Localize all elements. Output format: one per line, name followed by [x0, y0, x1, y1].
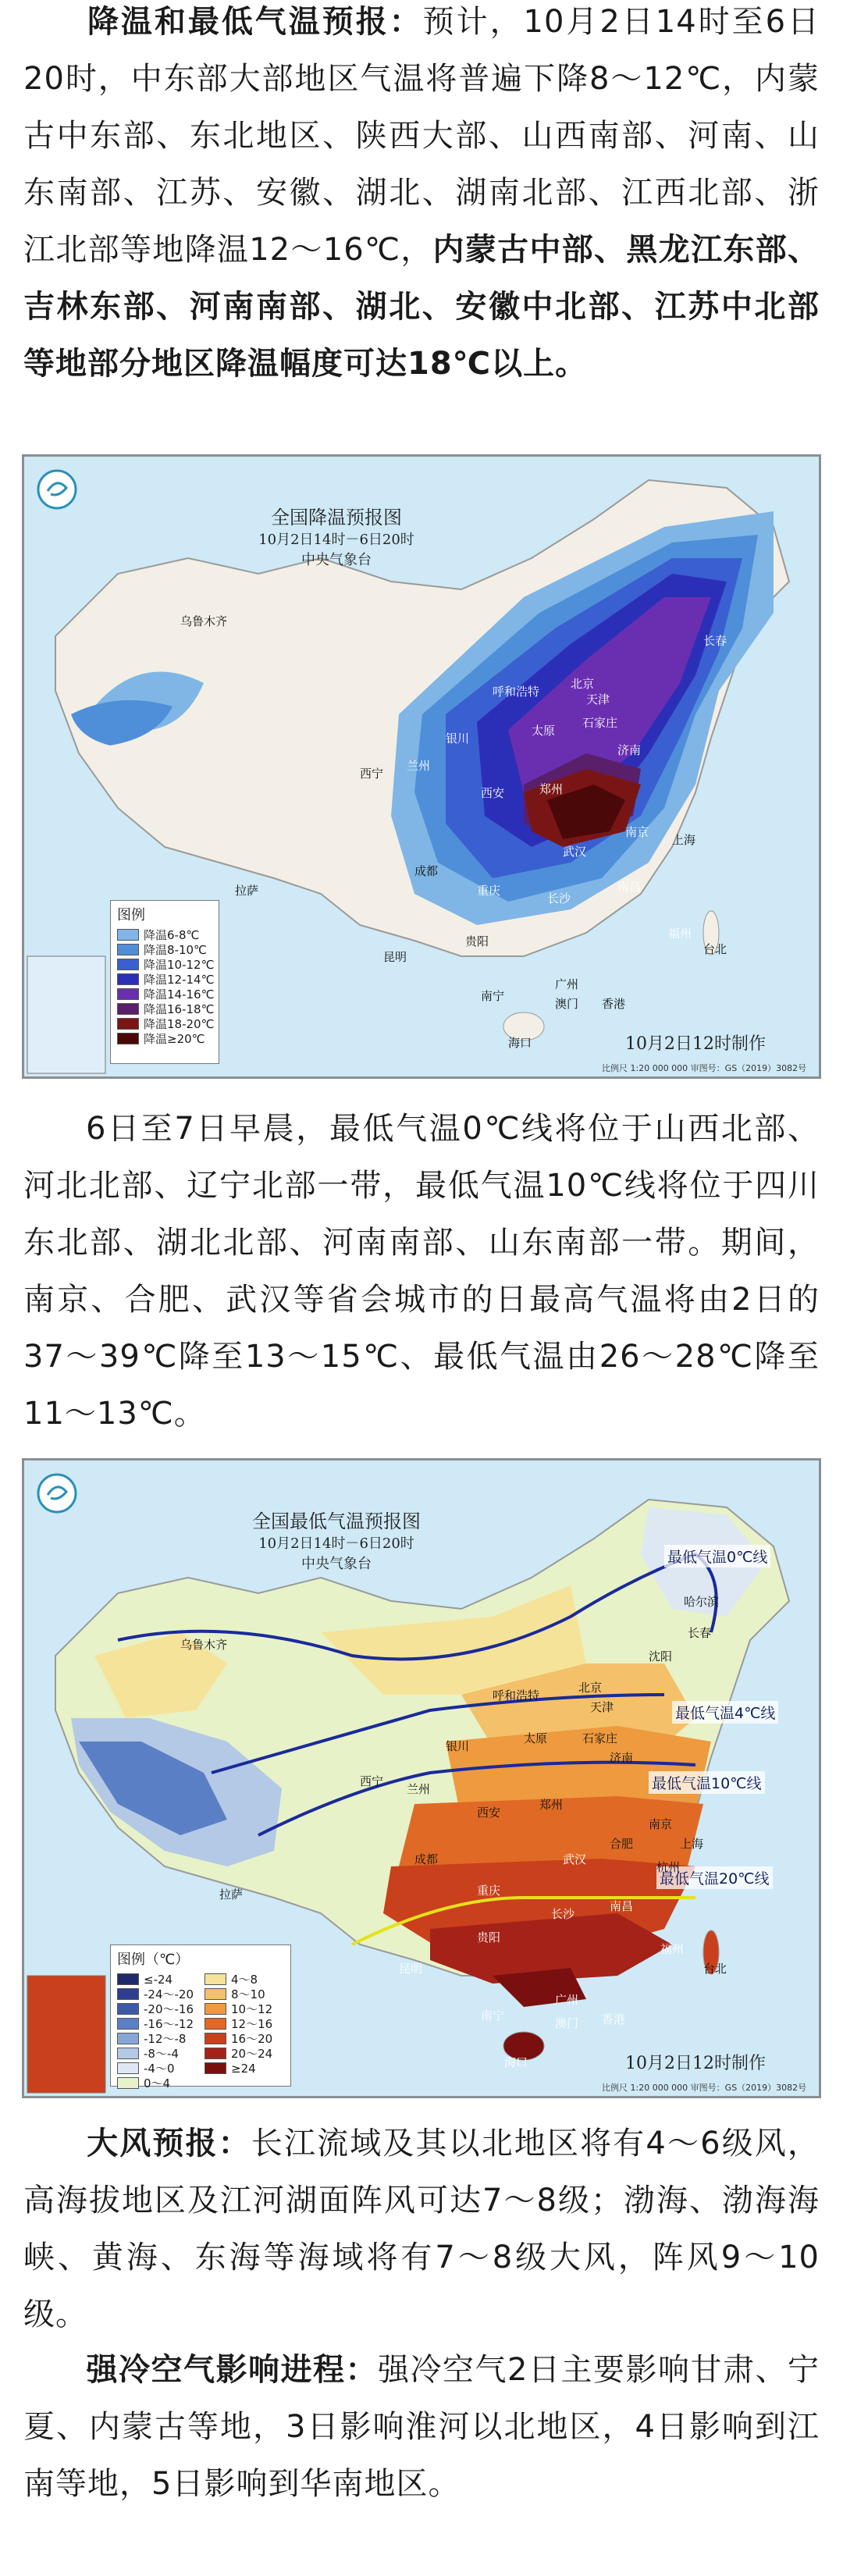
city-label: 澳门 — [555, 2016, 579, 2030]
legend-swatch — [205, 1973, 226, 1985]
city-label: 长春 — [703, 634, 727, 648]
city-label: 石家庄 — [582, 716, 618, 730]
legend-label: ≤-24 — [144, 1972, 173, 1987]
isoline-4c-label: 最低气温4℃线 — [672, 1701, 778, 1724]
city-label: 济南 — [617, 743, 642, 757]
city-label: 银川 — [446, 1739, 470, 1753]
south-sea-inset — [27, 956, 105, 1073]
legend-swatch — [117, 2033, 139, 2044]
legend-item — [111, 2031, 198, 2046]
south-sea-inset — [27, 1976, 105, 2093]
legend-item — [198, 2046, 286, 2061]
city-label: 呼和浩特 — [493, 1688, 540, 1703]
city-label: 南京 — [625, 825, 649, 839]
city-label: 杭州 — [656, 1860, 681, 1874]
city-label: 南宁 — [481, 989, 505, 1003]
legend-item — [111, 2046, 198, 2061]
heading-cooling: 降温和最低气温预报： — [86, 4, 423, 40]
legend-label: -24～-20 — [144, 1987, 194, 2001]
city-label: 沈阳 — [649, 1649, 673, 1663]
isoline-20c-label: 最低气温20℃线 — [656, 1866, 773, 1889]
city-label: 太原 — [532, 724, 556, 738]
city-label: 重庆 — [477, 884, 501, 898]
legend-item — [111, 1016, 219, 1031]
city-label: 兰州 — [407, 1782, 431, 1796]
legend-swatch — [205, 2003, 226, 2015]
map1-agency: 中央气象台 — [301, 552, 372, 568]
city-label: 福州 — [668, 927, 692, 941]
legend-item — [111, 972, 219, 987]
city-label: 呼和浩特 — [493, 685, 540, 699]
legend-swatch — [117, 1003, 139, 1015]
legend-label: 降温12-14℃ — [144, 973, 215, 987]
legend-item — [111, 927, 219, 942]
legend-title: 图例 — [117, 907, 145, 923]
map2-legend — [110, 1944, 291, 2090]
paragraph-min-temp — [23, 1101, 820, 1443]
legend-label: 20～24 — [231, 2047, 273, 2061]
city-label: 天津 — [590, 1700, 614, 1714]
legend-swatch — [117, 1988, 139, 2000]
legend-swatch — [117, 959, 139, 970]
legend-swatch — [117, 988, 139, 1000]
legend-label: 8～10 — [231, 1987, 265, 2001]
city-label: 昆明 — [399, 1962, 423, 1976]
city-label: 西宁 — [360, 1774, 384, 1788]
legend-label: 降温≥20℃ — [144, 1032, 205, 1046]
legend-swatch — [117, 2018, 139, 2030]
legend-label: 降温16-18℃ — [144, 1002, 215, 1016]
city-label: 长沙 — [547, 891, 571, 906]
text-wind: 长江流域及其以北地区将有4～6级风，高海拔地区及江河湖面阵风可达7～8级；渤海、渤海海峡、黄海、东海等海域将有7～8级大风，阵风9～10级。 — [23, 2126, 820, 2332]
city-label: 济南 — [610, 1751, 634, 1765]
city-label: 北京 — [578, 1681, 603, 1695]
text-cooling: 预计，10月2日14时至6日20时，中东部大部地区气温将普遍下降8～12℃，内蒙古中东部、东北地区、陕西大部、山西南部、河南、山东南部、江苏、安徽、湖北、湖南北部、江西北部、浙江北部等地降温12～16℃， — [23, 4, 820, 268]
city-label: 成都 — [414, 1852, 439, 1866]
paragraph-wind — [23, 2115, 820, 2343]
legend-item — [111, 1972, 198, 1987]
heading-wind: 大风预报： — [86, 2126, 251, 2161]
legend-label: -16～-12 — [144, 2017, 194, 2031]
city-label: 福州 — [660, 1942, 685, 1956]
legend-swatch — [205, 1988, 226, 2000]
legend-item — [111, 942, 219, 957]
legend-item — [111, 987, 219, 1002]
city-label: 郑州 — [539, 782, 564, 796]
legend-label: -20～-16 — [144, 2002, 194, 2016]
legend-title: 图例（℃） — [117, 1952, 190, 1968]
min-temp-map — [22, 1458, 821, 2098]
city-label: 拉萨 — [219, 1888, 244, 1902]
city-label: 兰州 — [407, 759, 431, 773]
paragraph-cooling-forecast — [23, 0, 820, 393]
city-label: 贵阳 — [465, 934, 489, 948]
legend-label: 降温6-8℃ — [144, 928, 200, 942]
legend-swatch — [117, 1973, 139, 1985]
map2-subtitle: 10月2日14时－6日20时 — [258, 1535, 414, 1552]
city-label: 贵阳 — [477, 1930, 501, 1944]
text-cooling-bold: 内蒙古中部、黑龙江东部、吉林东部、河南南部、湖北、安徽中北部、江苏中北部等地部分地区降温幅度可达18℃以上。 — [23, 232, 820, 382]
map1-scale: 比例尺 1:20 000 000 审图号：GS（2019）3082号 — [602, 1063, 807, 1073]
city-label: 长沙 — [551, 1907, 575, 1921]
city-label: 郑州 — [539, 1798, 564, 1812]
map2-made-time: 10月2日12时制作 — [625, 2054, 766, 2073]
map1-legend — [110, 900, 219, 1064]
legend-item — [198, 2061, 286, 2076]
city-label: 台北 — [703, 942, 727, 956]
heading-cold-air: 强冷空气影响进程： — [86, 2352, 379, 2388]
city-label: 武汉 — [563, 845, 587, 859]
legend-item — [111, 1002, 219, 1016]
legend-swatch — [117, 2003, 139, 2015]
paragraph-cold-air — [23, 2342, 820, 2513]
legend-item — [198, 1987, 286, 2001]
city-label: 南京 — [649, 1817, 673, 1831]
city-label: 银川 — [446, 731, 470, 745]
legend-label: ≥24 — [231, 2061, 256, 2076]
city-label: 南宁 — [481, 2008, 505, 2023]
legend-label: -4～0 — [144, 2062, 175, 2076]
city-label: 广州 — [555, 1993, 579, 2007]
legend-swatch — [117, 2062, 139, 2074]
legend-label: -8～-4 — [144, 2047, 179, 2061]
legend-item — [111, 2076, 198, 2090]
legend-label: -12～-8 — [144, 2032, 187, 2046]
map1-made-time: 10月2日12时制作 — [625, 1034, 766, 1054]
legend-item — [111, 1987, 198, 2001]
legend-label: 4～8 — [231, 1973, 258, 1987]
text-cold-air: 强冷空气2日主要影响甘肃、宁夏、内蒙古等地，3日影响淮河以北地区，4日影响到江南等地，5日影响到华南地区。 — [23, 2352, 820, 2502]
city-label: 澳门 — [555, 997, 579, 1011]
legend-label: 16～20 — [231, 2032, 273, 2046]
map2-scale: 比例尺 1:20 000 000 审图号：GS（2019）3082号 — [602, 2083, 807, 2093]
city-label: 上海 — [680, 1837, 704, 1851]
legend-item — [111, 2001, 198, 2016]
legend-label: 降温14-16℃ — [144, 987, 215, 1002]
city-label: 哈尔滨 — [684, 1595, 720, 1609]
city-label: 成都 — [414, 864, 439, 878]
city-label: 香港 — [602, 997, 626, 1011]
legend-label: 10～12 — [231, 2002, 273, 2016]
city-label: 合肥 — [610, 1837, 634, 1851]
city-label: 西安 — [481, 786, 505, 800]
legend-item — [198, 2016, 286, 2031]
legend-item — [111, 2061, 198, 2076]
legend-swatch — [117, 944, 139, 955]
city-label: 乌鲁木齐 — [180, 614, 228, 628]
legend-label: 降温18-20℃ — [144, 1017, 215, 1031]
legend-label: 0～4 — [144, 2076, 171, 2090]
map2-title: 全国最低气温预报图 — [252, 1510, 421, 1532]
cma-logo — [38, 1475, 76, 1512]
city-label: 广州 — [555, 977, 579, 991]
city-label: 天津 — [586, 692, 610, 706]
city-label: 台北 — [703, 1962, 727, 1976]
isoline-10c-label: 最低气温10℃线 — [649, 1771, 765, 1794]
legend-swatch — [205, 2048, 226, 2059]
city-label: 南昌 — [610, 1899, 634, 1913]
legend-swatch — [117, 1018, 139, 1030]
legend-swatch — [117, 929, 139, 941]
city-label: 北京 — [571, 677, 595, 691]
city-label: 石家庄 — [582, 1731, 618, 1745]
isoline-0c-label: 最低气温0℃线 — [664, 1545, 770, 1567]
legend-label: 降温10-12℃ — [144, 958, 215, 972]
legend-swatch — [117, 973, 139, 985]
city-label: 上海 — [672, 833, 696, 847]
legend-swatch — [205, 2033, 226, 2044]
city-label: 西安 — [477, 1806, 501, 1820]
map1-subtitle: 10月2日14时－6日20时 — [258, 532, 414, 548]
legend-swatch — [117, 2077, 139, 2089]
cooling-forecast-map — [22, 454, 821, 1079]
legend-swatch — [117, 1033, 139, 1044]
legend-swatch — [205, 2062, 226, 2074]
legend-item — [111, 2016, 198, 2031]
city-label: 乌鲁木齐 — [180, 1638, 228, 1652]
city-label: 香港 — [602, 2012, 626, 2026]
map2-agency: 中央气象台 — [301, 1556, 372, 1572]
city-label: 重庆 — [477, 1884, 501, 1898]
map1-title: 全国降温预报图 — [271, 507, 402, 528]
legend-label: 12～16 — [231, 2017, 273, 2031]
city-label: 太原 — [524, 1731, 548, 1745]
text-min-temp: 6日至7日早晨，最低气温0℃线将位于山西北部、河北北部、辽宁北部一带，最低气温10℃线将位于四川东北部、湖北北部、河南南部、山东南部一带。期间，南京、合肥、武汉等省会城市的日最高气温将由2日的37～39℃降至13～15℃、最低气温由26～28℃降至11～13℃。 — [23, 1111, 820, 1432]
city-label: 武汉 — [563, 1852, 587, 1866]
city-label: 南昌 — [617, 880, 642, 894]
city-label: 西宁 — [360, 767, 384, 781]
legend-swatch — [117, 2048, 139, 2059]
legend-label: 降温8-10℃ — [144, 943, 207, 957]
legend-item — [111, 1031, 219, 1046]
legend-item — [198, 2001, 286, 2016]
city-label: 海口 — [504, 2055, 528, 2069]
legend-swatch — [205, 2018, 226, 2030]
city-label: 拉萨 — [235, 884, 259, 898]
legend-item — [198, 1972, 286, 1987]
city-label: 长春 — [688, 1626, 712, 1640]
city-label: 海口 — [508, 1036, 532, 1050]
legend-item — [111, 957, 219, 972]
legend-item — [198, 2031, 286, 2046]
cma-logo — [38, 471, 76, 508]
city-label: 昆明 — [383, 950, 407, 964]
